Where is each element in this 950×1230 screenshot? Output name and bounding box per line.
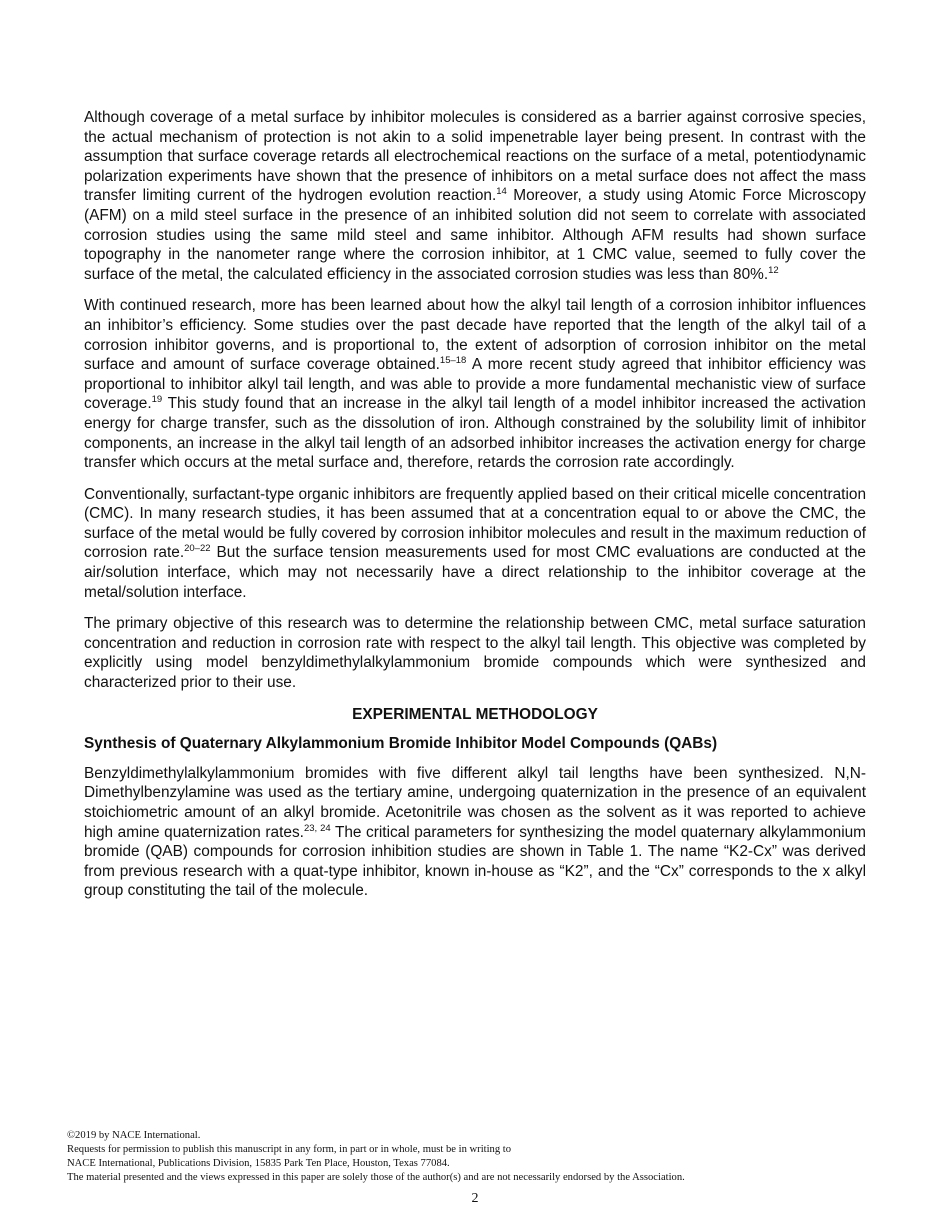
synthesis-paragraph xyxy=(84,764,866,901)
citation-superscript: 20–22 xyxy=(184,543,211,555)
section-heading: EXPERIMENTAL METHODOLOGY xyxy=(352,705,598,723)
paragraph-text: The primary objective of this research was to determine the relationship between CMC, metal surface saturation concentration and reduction in corrosion rate with respect to the alkyl tail length. This objective was completed by explicitly using model benzyldimethylalkylammonium bromide compounds which were synthesized and characterized prior to their use. xyxy=(84,615,866,692)
paragraph-text: Moreover, a study using Atomic Force Microscopy (AFM) on a mild steel surface in the presence of an inhibited solution did not seem to correlate with associated corrosion studies using the same mild steel and same inhibitor. Although AFM results had shown surface topography in the nanometer range where the corrosion inhibitor, at 1 CMC value, seemed to fully cover the surface of the metal, the calculated efficiency in the associated corrosion studies was less than 80%. xyxy=(84,187,867,283)
footer-copyright: ©2019 by NACE International. xyxy=(67,1130,201,1141)
paragraph-text: This study found that an increase in the alkyl tail length of a model inhibitor increased the activation energy for charge transfer, such as the dissolution of iron. Although constrained by the solubility limit of inhibitor components, an increase in the alkyl tail length of an adsorbed inhibitor increases the activation energy for charge transfer which occurs at the metal surface and, therefore, retards the corrosion rate accordingly. xyxy=(84,395,866,472)
citation-superscript: 23, 24 xyxy=(303,822,331,834)
paragraph xyxy=(84,614,866,692)
paragraph xyxy=(84,108,866,284)
footer-disclaimer: The material presented and the views expressed in this paper are solely those of the author(s) and are not necessarily endorsed by the Association. xyxy=(67,1171,685,1183)
paragraph-text: Although coverage of a metal surface by inhibitor molecules is considered as a barrier against corrosive species, the actual mechanism of protection is not akin to a solid impenetrable layer being present. In contrast with the assumption that surface coverage retards all electrochemical reactions on the surface of a metal, potentiodynamic polarization experiments have shown that the presence of inhibitors on a metal surface does not affect the mass transfer limiting current of the hydrogen evolution reaction. xyxy=(84,109,866,205)
paragraph-text: Benzyldimethylalkylammonium bromides with five different alkyl tail lengths have been synthesized. N,N-Dimethylbenzylamine was used as the tertiary amine, undergoing quaternization in the presence of an equivalent stoichiometric amount of an alkyl bromide. Acetonitrile was chosen as the solvent as it was reported to achieve high amine quaternization rates. xyxy=(84,764,866,841)
paragraph-text: With continued research, more has been learned about how the alkyl tail length of a corrosion inhibitor influences an inhibitor’s efficiency. Some studies over the past decade have reported that the length of the alkyl tail of a corrosion inhibitor governs, and is proportional to, the extent of adsorption of corrosion inhibitor on the metal surface and amount of surface coverage obtained. xyxy=(84,297,866,374)
citation-superscript: 14 xyxy=(496,186,507,198)
footer-permission: Requests for permission to publish this manuscript in any form, in part or in whole, must be in writing to xyxy=(67,1143,512,1155)
paragraph-text: A more recent study agreed that inhibitor efficiency was proportional to inhibitor alkyl tail length, and was able to provide a more fundamental mechanistic view of surface coverage. xyxy=(84,356,866,413)
paragraph xyxy=(84,296,866,472)
paragraph-text: But the surface tension measurements used for most CMC evaluations are conducted at the air/solution interface, which may not necessarily have a direct relationship to the inhibitor coverage at the metal/solution interface. xyxy=(84,544,866,601)
citation-superscript: 19 xyxy=(151,394,163,406)
citation-superscript: 15–18 xyxy=(439,355,467,367)
page-number: 2 xyxy=(471,1191,479,1206)
citation-superscript: 12 xyxy=(768,264,779,276)
body-text xyxy=(84,108,866,913)
paragraph-text: The critical parameters for synthesizing the model quaternary alkylammonium bromide (QAB) compounds for corrosion inhibition studies are shown in Table 1. The name “K2-Cx” was derived from previous research with a quat-type inhibitor, known in-house as “K2”, and the “Cx” corresponds to the x alkyl group constituting the tail of the molecule. xyxy=(84,823,866,900)
subsection-heading: Synthesis of Quaternary Alkylammonium Bromide Inhibitor Model Compounds (QABs) xyxy=(84,735,718,753)
paragraph-text: Conventionally, surfactant-type organic inhibitors are frequently applied based on their critical micelle concentration (CMC). In many research studies, it has been assumed that at a concentration equal to or above the CMC, the surface of the metal would be fully covered by corrosion inhibitor molecules and result in the maximum reduction of corrosion rate. xyxy=(84,485,866,562)
footer-address: NACE International, Publications Division, 15835 Park Ten Place, Houston, Texas 77084. xyxy=(67,1157,450,1169)
footer-notice xyxy=(67,1129,887,1185)
paragraph xyxy=(84,485,866,603)
